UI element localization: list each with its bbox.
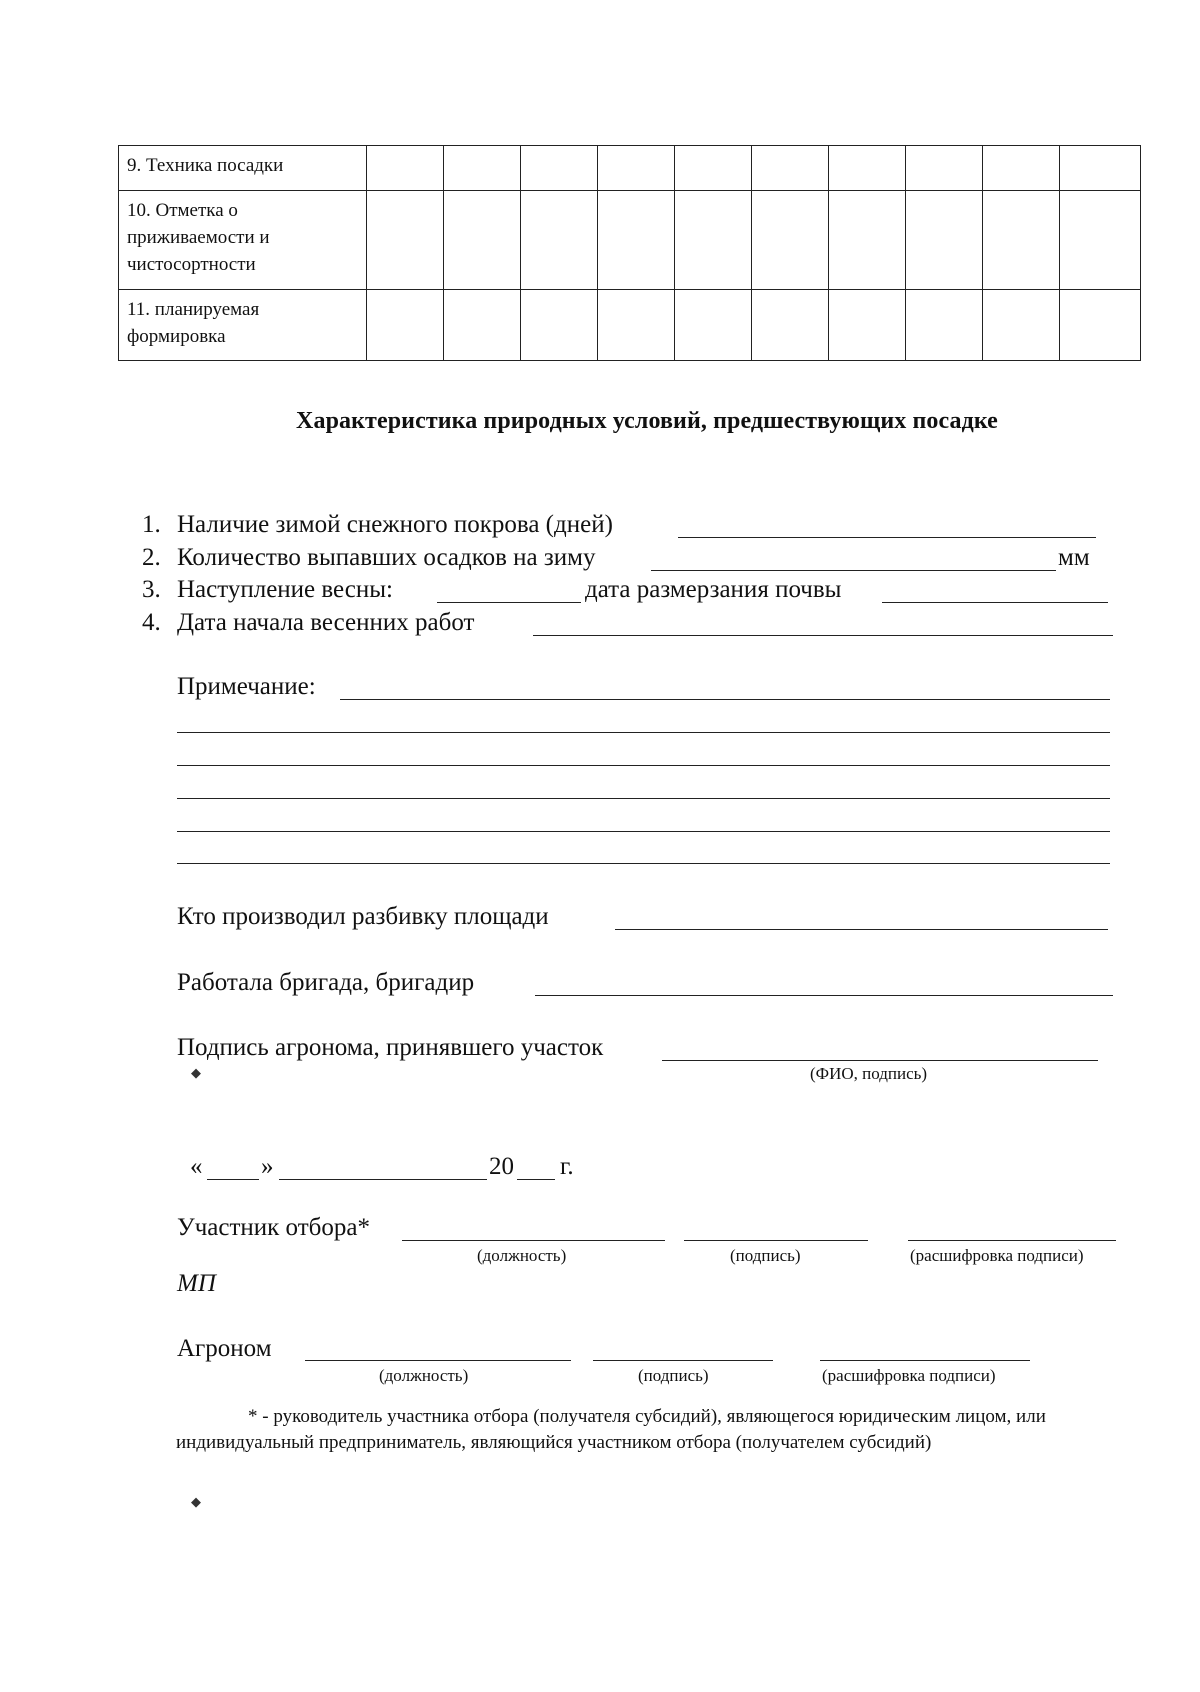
fio-hint: (ФИО, подпись): [810, 1064, 928, 1083]
table-cell[interactable]: [521, 191, 598, 290]
hint-signature: (подпись): [730, 1246, 801, 1265]
footnote-text: * - руководитель участника отбора (получателя субсидий), являющегося юридическим лицом, или индивидуальный предприниматель, являющийся участником отбора (получателем субсидий): [176, 1406, 1046, 1453]
table-cell[interactable]: [829, 191, 906, 290]
hint-decode: (расшифровка подписи): [822, 1366, 996, 1385]
note-line[interactable]: [177, 798, 1110, 799]
year-prefix: 20: [489, 1153, 514, 1180]
table-cell[interactable]: [675, 290, 752, 361]
planting-table: [118, 145, 1141, 361]
hint-position: (должность): [379, 1366, 469, 1385]
note-line[interactable]: [177, 765, 1110, 766]
table-cell[interactable]: [598, 191, 675, 290]
hint-position: (должность): [477, 1246, 567, 1265]
participant-signature-field[interactable]: [684, 1240, 868, 1241]
spring-work-date-field[interactable]: [533, 635, 1113, 636]
table-row: [119, 290, 1141, 361]
razbivka-field[interactable]: [615, 929, 1108, 930]
agronomist-signature-field[interactable]: [593, 1360, 773, 1361]
table-cell[interactable]: [521, 290, 598, 361]
note-line[interactable]: [177, 732, 1110, 733]
table-cell[interactable]: [983, 146, 1060, 191]
footnote: [176, 1404, 1076, 1456]
table-cell[interactable]: [829, 290, 906, 361]
table-cell[interactable]: [752, 290, 829, 361]
table-cell[interactable]: [367, 146, 444, 191]
scan-dot: ◆: [191, 1494, 201, 1509]
participant-decode-field[interactable]: [908, 1240, 1116, 1241]
table-cell[interactable]: [598, 290, 675, 361]
table-cell[interactable]: [1060, 290, 1141, 361]
item-label: Наступление весны:: [177, 576, 393, 603]
agronomist-position-field[interactable]: [305, 1360, 571, 1361]
table-cell[interactable]: [1060, 191, 1141, 290]
date-close-quote: »: [261, 1153, 274, 1180]
table-cell[interactable]: [598, 146, 675, 191]
participant-position-field[interactable]: [402, 1240, 665, 1241]
table-cell[interactable]: [906, 191, 983, 290]
row-label: 10. Отметка о приживаемости и чистосортности: [119, 191, 367, 290]
table-cell[interactable]: [521, 146, 598, 191]
participant-label: Участник отбора*: [177, 1214, 370, 1241]
hint-decode: (расшифровка подписи): [910, 1246, 1084, 1265]
thaw-date-field[interactable]: [882, 602, 1108, 603]
spring-onset-field[interactable]: [437, 602, 581, 603]
agronomist-label: Агроном: [177, 1335, 272, 1362]
row-label: 11. планируемая формировка: [119, 290, 367, 361]
table-cell[interactable]: [367, 191, 444, 290]
item-number: 4.: [142, 609, 161, 636]
note-line[interactable]: [177, 831, 1110, 832]
item-label-2: дата размерзания почвы: [585, 576, 842, 603]
item-number: 2.: [142, 544, 161, 571]
note-line[interactable]: [177, 863, 1110, 864]
table-cell[interactable]: [444, 290, 521, 361]
brigade-label: Работала бригада, бригадир: [177, 969, 475, 996]
table-cell[interactable]: [752, 146, 829, 191]
item-label: Количество выпавших осадков на зиму: [177, 544, 596, 571]
table-row: [119, 146, 1141, 191]
date-open-quote: «: [190, 1153, 203, 1180]
table-cell[interactable]: [444, 146, 521, 191]
table-cell[interactable]: [367, 290, 444, 361]
day-field[interactable]: [207, 1179, 259, 1180]
table-cell[interactable]: [983, 191, 1060, 290]
note-line[interactable]: [340, 699, 1110, 700]
hint-signature: (подпись): [638, 1366, 709, 1385]
year-suffix: г.: [560, 1153, 574, 1180]
month-field[interactable]: [279, 1179, 487, 1180]
agronom-sign-label: Подпись агронома, принявшего участок: [177, 1034, 604, 1061]
precipitation-field[interactable]: [651, 570, 1056, 571]
table-cell[interactable]: [675, 191, 752, 290]
item-number: 3.: [142, 576, 161, 603]
table-cell[interactable]: [675, 146, 752, 191]
table-cell[interactable]: [906, 146, 983, 191]
agronom-sign-field[interactable]: [662, 1060, 1098, 1061]
table-cell[interactable]: [752, 191, 829, 290]
table-row: [119, 191, 1141, 290]
row-label: 9. Техника посадки: [119, 146, 367, 191]
item-label: Дата начала весенних работ: [177, 609, 475, 636]
unit-label: мм: [1058, 544, 1090, 571]
note-label: Примечание:: [177, 673, 316, 700]
table-cell[interactable]: [906, 290, 983, 361]
section-title: Характеристика природных условий, предшествующих посадке: [296, 408, 998, 434]
table-cell[interactable]: [829, 146, 906, 191]
item-number: 1.: [142, 511, 161, 538]
year-field[interactable]: [517, 1179, 555, 1180]
agronomist-decode-field[interactable]: [820, 1360, 1030, 1361]
table-cell[interactable]: [444, 191, 521, 290]
table-cell[interactable]: [983, 290, 1060, 361]
snow-days-field[interactable]: [678, 537, 1096, 538]
stamp-label: МП: [177, 1270, 216, 1297]
brigade-field[interactable]: [535, 995, 1113, 996]
scan-dot: ◆: [191, 1065, 201, 1080]
razbivka-label: Кто производил разбивку площади: [177, 903, 549, 930]
table-cell[interactable]: [1060, 146, 1141, 191]
item-label: Наличие зимой снежного покрова (дней): [177, 511, 613, 538]
